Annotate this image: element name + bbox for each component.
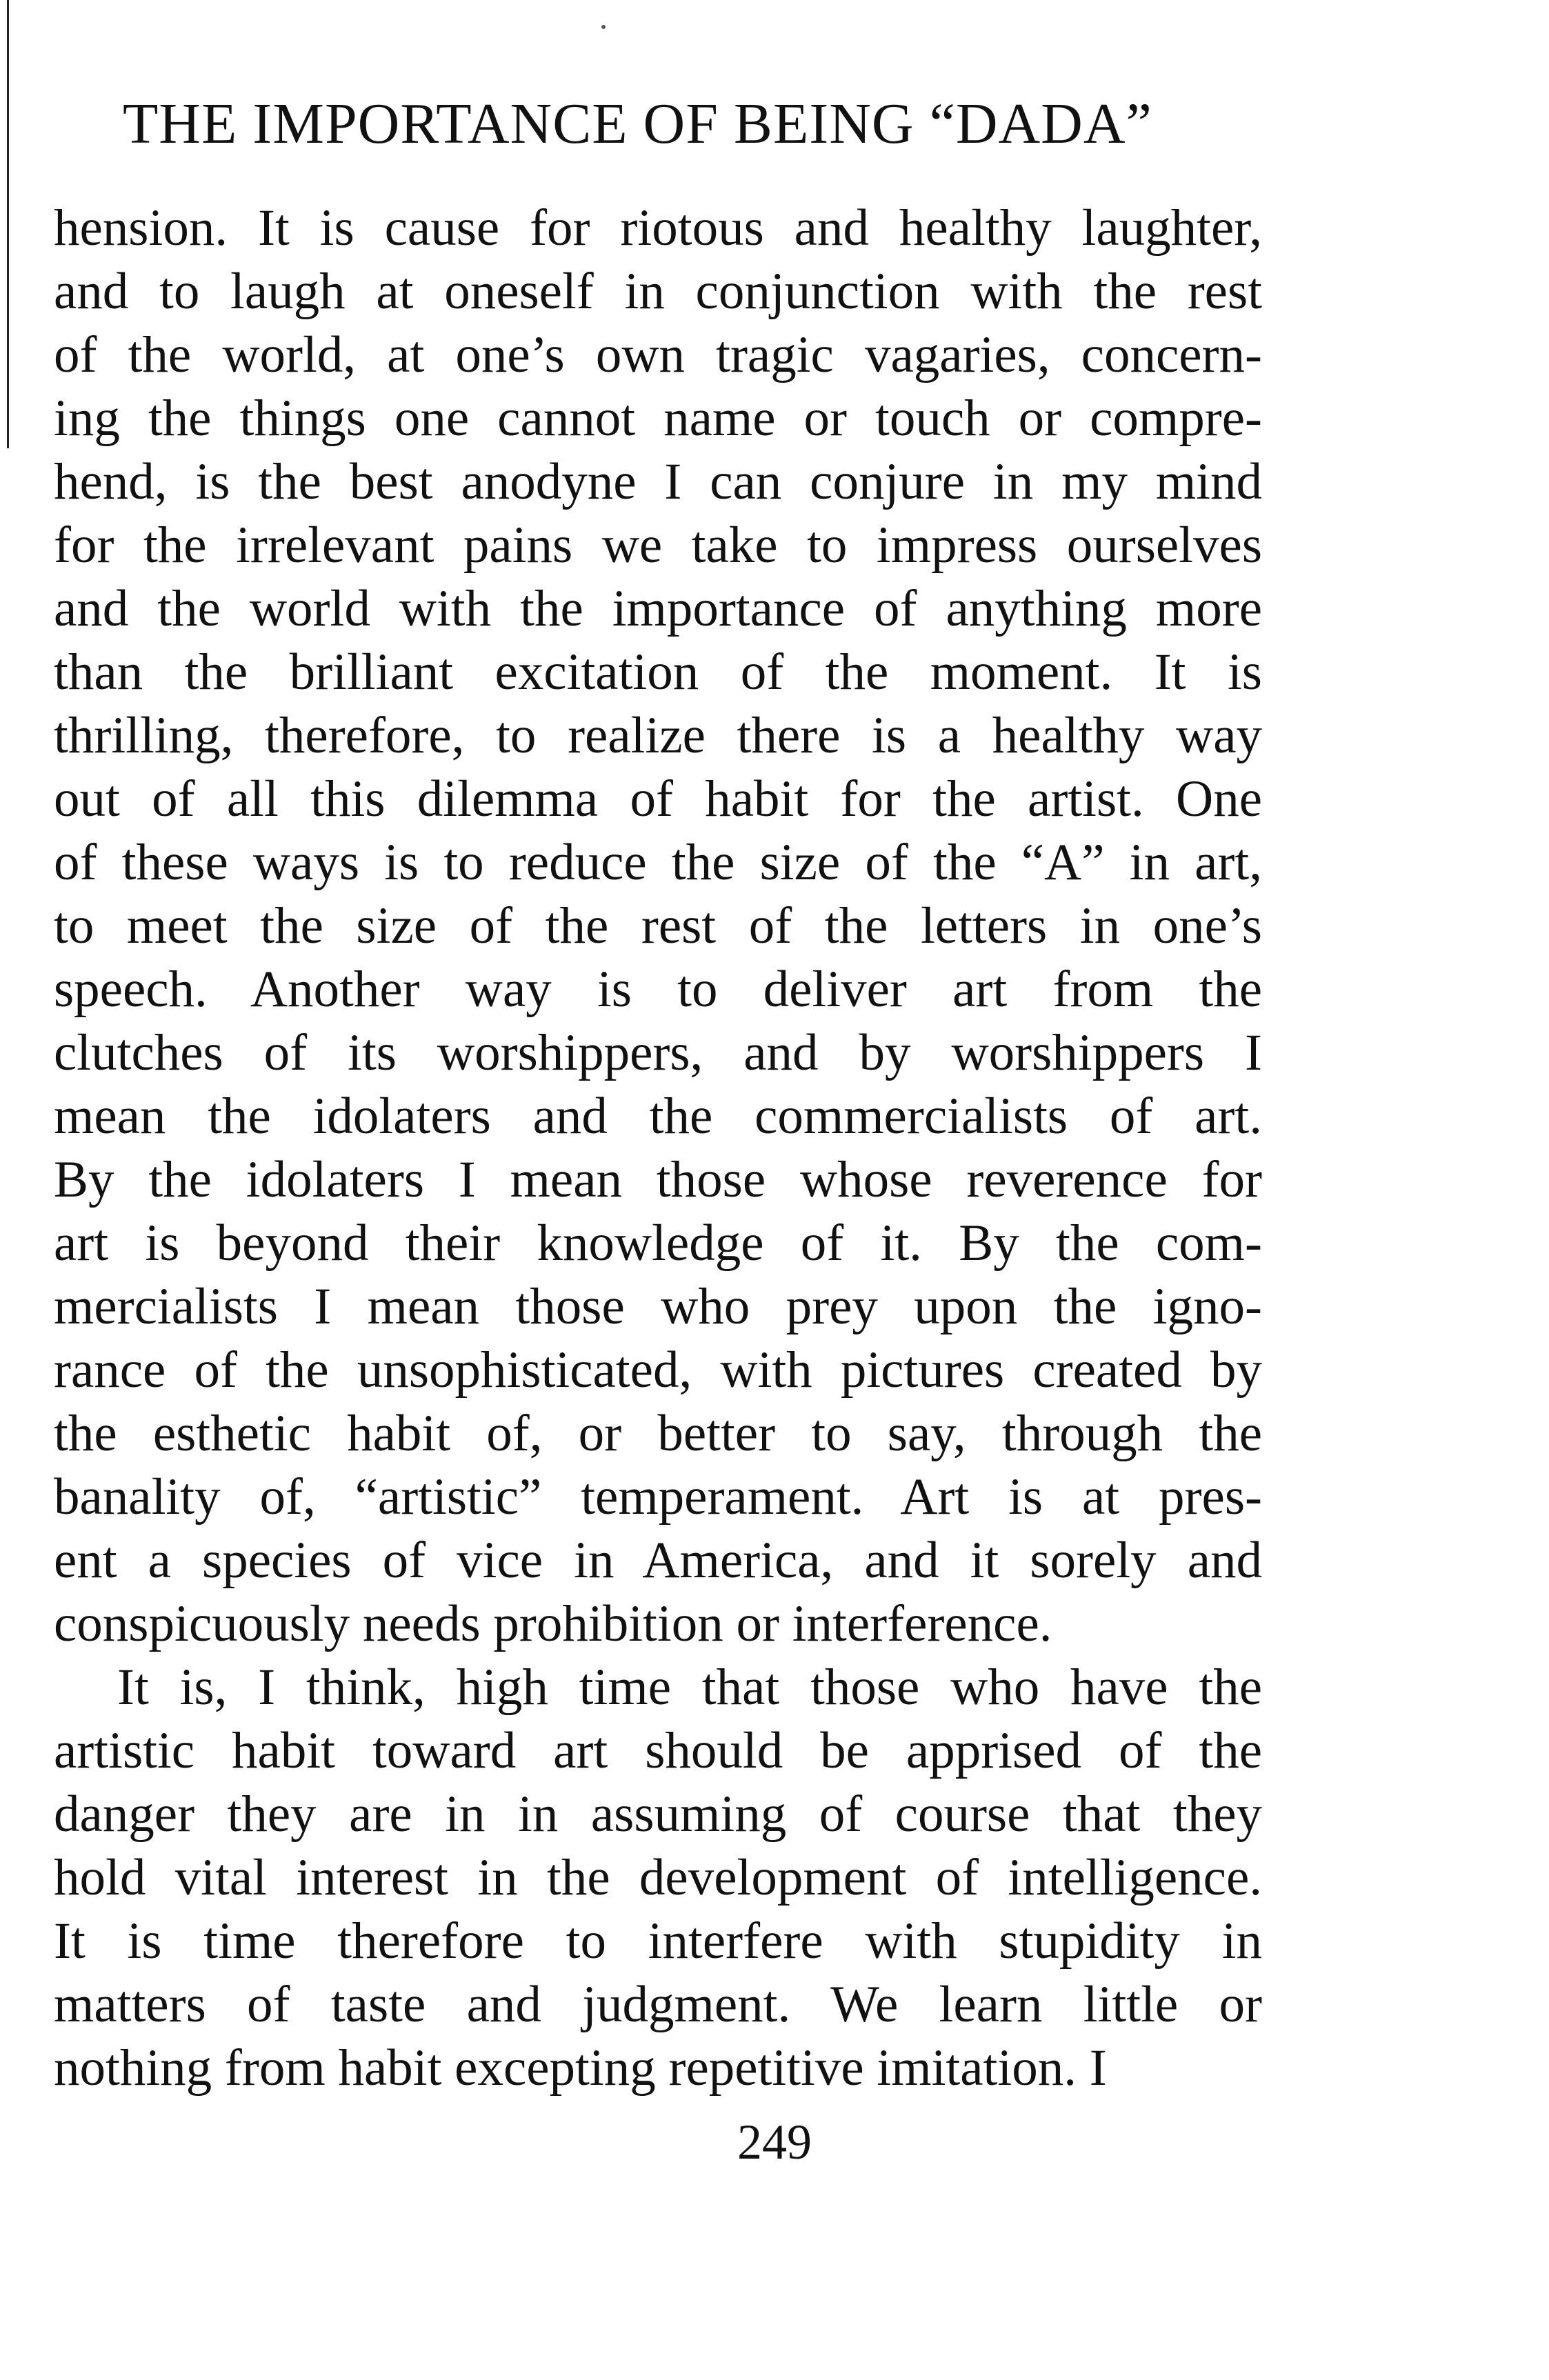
text-line: for the irrelevant pains we take to impress ourselves <box>54 517 1262 574</box>
text-line: out of all this dilemma of habit for the artist. One <box>54 770 1262 828</box>
text-line: matters of taste and judgment. We learn little or <box>54 1976 1262 2033</box>
text-line: of these ways is to reduce the size of the “A” in art, <box>54 834 1262 891</box>
text-line: ing the things one cannot name or touch or compre- <box>54 390 1262 447</box>
page-number: 249 <box>737 2114 812 2170</box>
text-line: hension. It is cause for riotous and healthy laughter, <box>54 199 1262 257</box>
text-line: of the world, at one’s own tragic vagaries, concern- <box>54 326 1262 383</box>
text-line: and the world with the importance of anything more <box>54 580 1262 637</box>
text-line: mean the idolaters and the commercialists of art. <box>54 1088 1262 1145</box>
text-line: hend, is the best anodyne I can conjure in my mind <box>54 453 1262 510</box>
text-line: banality of, “artistic” temperament. Art is at pres- <box>54 1468 1262 1526</box>
text-line: danger they are in in assuming of course that they <box>54 1786 1262 1843</box>
text-line: mercialists I mean those who prey upon the igno- <box>54 1278 1262 1335</box>
text-line: artistic habit toward art should be apprised of the <box>54 1722 1262 1779</box>
text-line: It is, I think, high time that those who have the <box>117 1659 1262 1716</box>
running-head: THE IMPORTANCE OF BEING “DADA” <box>123 92 1152 156</box>
text-line: speech. Another way is to deliver art from the <box>54 961 1262 1018</box>
text-line: clutches of its worshippers, and by worshippers I <box>54 1024 1262 1081</box>
print-speck <box>601 25 606 29</box>
page-edge-line <box>7 0 9 448</box>
text-line: nothing from habit excepting repetitive imitation. I <box>54 2039 1107 2097</box>
text-line: rance of the unsophisticated, with pictures created by <box>54 1341 1262 1399</box>
text-line: It is time therefore to interfere with stupidity in <box>54 1912 1262 1970</box>
text-line: thrilling, therefore, to realize there is a healthy way <box>54 707 1262 764</box>
text-line: than the brilliant excitation of the moment. It is <box>54 643 1262 701</box>
text-line: art is beyond their knowledge of it. By the com- <box>54 1214 1262 1272</box>
text-line: to meet the size of the rest of the letters in one’s <box>54 897 1262 954</box>
text-line: ent a species of vice in America, and it sorely and <box>54 1532 1262 1589</box>
text-line: conspicuously needs prohibition or interference. <box>54 1595 1052 1652</box>
text-line: the esthetic habit of, or better to say, through the <box>54 1405 1262 1462</box>
text-line: By the idolaters I mean those whose reverence for <box>54 1151 1262 1208</box>
text-line: hold vital interest in the development of intelligence. <box>54 1849 1262 1906</box>
text-line: and to laugh at oneself in conjunction with the rest <box>54 263 1262 320</box>
body-text <box>54 197 1262 2100</box>
